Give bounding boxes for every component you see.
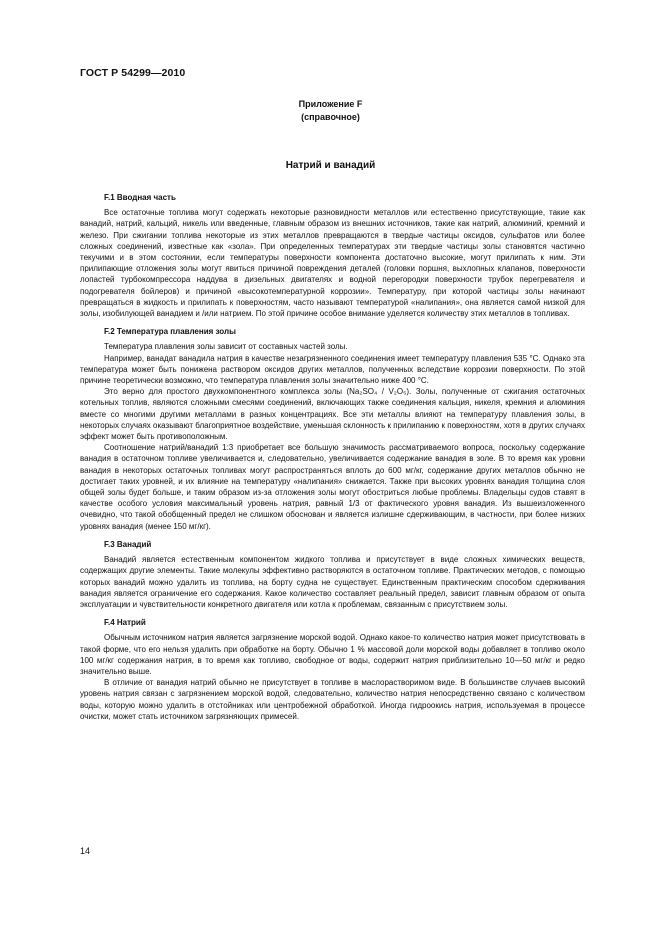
annex-title: Приложение F xyxy=(298,99,363,109)
section-vanadium xyxy=(80,539,585,610)
annex-subtitle: (справочное) xyxy=(301,112,360,122)
section-introduction xyxy=(80,192,585,319)
section-ash-melting xyxy=(80,326,585,532)
paragraph: Обычным источником натрия является загрязнение морской водой. Однако какое-то количество натрия может присутствовать в такой форме, что его нельзя удалить при обработке на борту. Обычно 1 % массовой доли морской воды добавляет в топливо около 100 мг/кг содержания натрия, в то время как топливо, свободное от воды, содержит натрия приблизительно 10—50 мг/кг и редко значительно выше. xyxy=(80,633,585,676)
annex-block xyxy=(0,98,661,124)
paragraph: Это верно для простого двухкомпонентного комплекса золы (Na₂SO₄ / V₂O₅). Золы, полученные от сжигания остаточных котельных топлив, являются сложными смесями соединений, включающих также соединения кальция, никеля, кремния и алюминия вместе со многими другими металлами в разных концентрациях. Все эти металлы влияют на температуру плавления золы, в некоторых случаях оказывают благоприятное воздействие, уменьшая склонность к прилипанию к поверхностям, хотя в других случаях эффект может быть противоположным. xyxy=(80,387,585,442)
paragraph: Например, ванадат ванадила натрия в качестве незагрязненного соединения имеет температуру плавления 535 °С. Однако эта температура может быть понижена раствором оксидов других металлов, полученных вследствие коррозии поверхности. По этой причине теоретически возможно, что температура плавления золы значительно ниже 400 °С. xyxy=(80,353,585,386)
page-title: Натрий и ванадий xyxy=(285,160,376,171)
section-heading: F.3 Ванадий xyxy=(104,539,152,549)
paragraph: Соотношение натрий/ванадий 1:3 приобретает все большую значимость рассматриваемого вопроса, поскольку содержание ванадия в остаточном топливе увеличивается и, следовательно, увеличивается содержание ванадия в золе. В то время как уровни ванадия в некоторых остаточных топливах могут распространяться вплоть до 600 мг/кг, содержание других металлов обычно не достигает таких уровней, и их влияние на температуру «налипания» снижается. Также при высоких уровнях ванадия толщина слоя общей золы будет больше, и таким образом из-за отложения золы могут обостриться любые проблемы. Владельцы судов ставят в качестве особого условия максимальный уровень натрия, равный 1/3 от фактического уровня ванадия. Из вышеизложенного очевидно, что такой обобщенный предел не слишком обоснован и является излишне сдерживающим, в частности, при более низких уровнях ванадия (менее 150 мг/кг). xyxy=(80,443,585,531)
page-number: 14 xyxy=(80,846,91,856)
section-sodium xyxy=(80,617,585,722)
section-heading: F.2 Температура плавления золы xyxy=(104,327,236,337)
paragraph: Температура плавления золы зависит от составных частей золы. xyxy=(104,342,348,352)
section-heading: F.4 Натрий xyxy=(104,618,146,628)
document-body xyxy=(80,192,585,729)
paragraph: В отличие от ванадия натрий обычно не присутствует в топливе в маслорастворимом виде. В большинстве случаев высокий уровень натрия связан с загрязнением морской водой, следовательно, количество натрия непосредственно связано с количеством воды, которую можно удалить в отстойниках или центробежной обработкой. Иногда гидроокись натрия, используемая в процессе очистки, может стать источником загрязняющих примесей. xyxy=(80,678,585,721)
paragraph: Все остаточные топлива могут содержать некоторые разновидности металлов или естественно присутствующие, такие как ванадий, натрий, кальций, никель или введенные, главным образом из внешних источников, такие как натрий, алюминий, кремний и железо. При сжигании топлива некоторые из этих металлов превращаются в твердые частицы оксидов, сульфатов или более сложных соединений, известные как «зола». При определенных температурах эти твердые частицы золы становятся частично текучими и в этом состоянии, если температуры поверхности компонента достаточно высокие, могут прилипать к ним. Эти прилипающие отложения золы могут явиться причиной повреждения деталей (головки поршня, выхлопных клапанов, поверхности лопастей турбокомпрессора наддува в дизельных двигателях и водной перегородки поверхности трубок перегревателя и подогревателя бойлеров) и причиной «высокотемпературной коррозии». Температуру, при которой частицы золы начинают превращаться в жидкость и прилипать к поверхностям, часто называют температурой «налипания», она является самой низкой для золы, изобилующей ванадием и /или натрием. По этой причине особое внимание уделяется количеству этих металлов в топливах. xyxy=(80,208,585,319)
section-heading: F.1 Вводная часть xyxy=(104,193,176,202)
paragraph: Ванадий является естественным компонентом жидкого топлива и присутствует в виде сложных химических веществ, содержащих другие элементы. Такие молекулы эффективно растворяются в остаточном топливе. Практических методов, с помощью которых ванадий можно удалить из топлива, на борту судна не существует. Единственным практическим способом сдерживания ванадия является ограничение его содержания. Какое количество составляет реальный предел, зависит главным образом от опыта эксплуатации и чувствительности конкретного двигателя или котла к проблемам, связанным с присутствием золы. xyxy=(80,555,585,609)
document-header: ГОСТ Р 54299—2010 xyxy=(80,67,186,79)
